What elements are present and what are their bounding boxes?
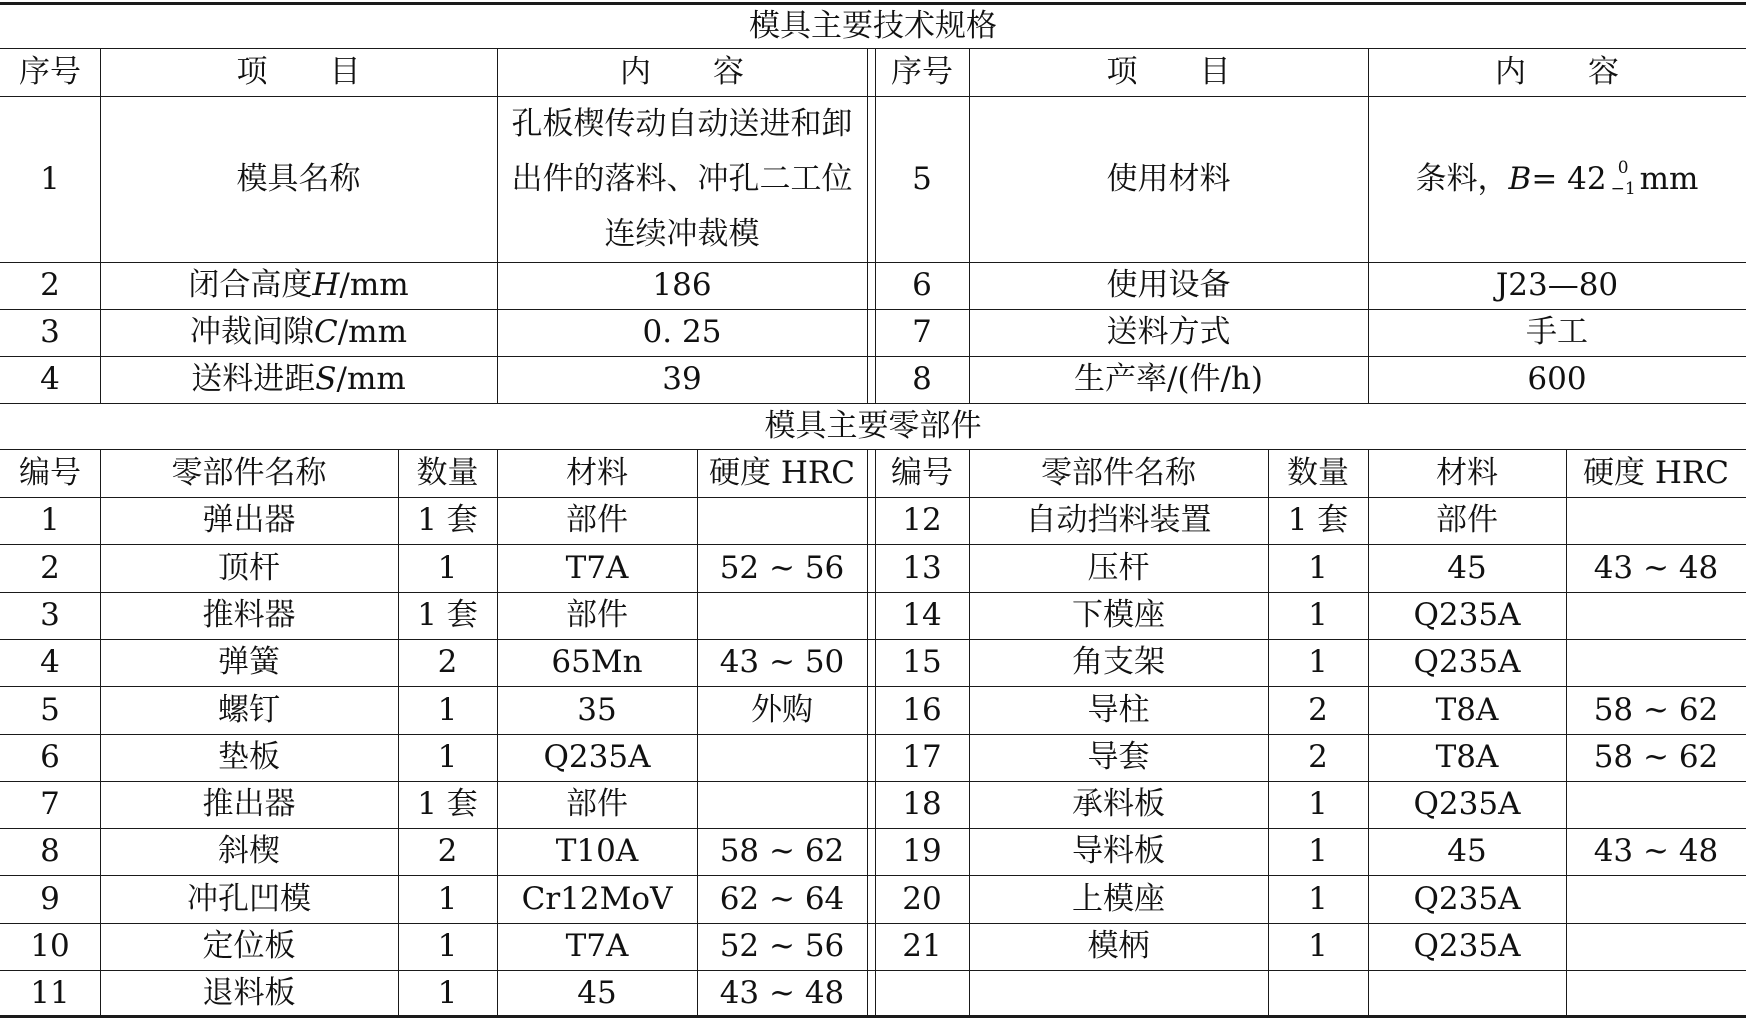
part-material: Q235A [1413,597,1521,633]
spec-content: 39 [662,361,702,397]
parts-header-material-left: 材料 [566,454,628,491]
spec-header-item-right: 项 目 [1106,53,1231,90]
part-material: Q235A [1413,880,1521,917]
part-material: 部件 [1436,502,1498,538]
parts-header-hardness-left: 硬度 HRC [709,454,855,491]
part-name: 斜楔 [218,833,280,869]
parts-header-name-right: 零部件名称 [1041,454,1196,491]
spec-header-item-left: 项 目 [236,53,361,90]
part-no: 2 [40,549,60,586]
part-hardness [1566,639,1746,686]
part-hardness [1566,875,1746,923]
part-qty: 1 [437,928,458,964]
part-material: 部件 [566,502,628,538]
parts-header-material-right: 材料 [1436,454,1498,491]
part-hardness: 43 ~ 48 [719,975,845,1011]
tolerance [1611,158,1636,200]
part-name: 导套 [1087,739,1150,775]
spec-item-unit: /mm [337,314,407,350]
part-material: 部件 [566,597,628,633]
part-hardness [697,592,867,639]
part-no: 19 [902,833,942,869]
part-no: 3 [40,597,60,633]
part-name: 模柄 [1087,928,1150,964]
spec-column-rule [497,48,498,403]
part-no: 6 [40,739,60,775]
part-material: T8A [1435,739,1499,775]
spec-header-content-right: 内 容 [1495,53,1619,90]
part-qty: 1 [1308,644,1328,680]
part-qty: 2 [437,644,458,680]
part-hardness: 58 ~ 62 [719,833,845,869]
part-no: 5 [40,691,60,728]
parts-column-rule [867,449,868,1017]
part-name: 下模座 [1072,597,1165,633]
part-material: Q235A [1413,786,1521,822]
part-hardness: 58 ~ 62 [1593,739,1719,775]
spec-item-unit: /mm [339,267,409,303]
part-material: 65Mn [551,644,643,680]
spec-number: 2 [40,267,60,303]
part-hardness: 43 ~ 48 [1593,549,1719,586]
tolerance-upper: 0 [1617,158,1629,178]
part-material: T8A [1435,691,1499,728]
spec-number: 4 [40,361,60,397]
part-hardness [1566,592,1746,639]
part-no: 20 [902,880,942,917]
part-material: Cr12MoV [521,880,673,917]
spec-number: 1 [40,160,60,197]
part-hardness: 58 ~ 62 [1593,691,1719,728]
part-qty: 1 [437,739,458,775]
parts-header-name-left: 零部件名称 [171,454,327,491]
spec-item-symbol: H [312,267,340,303]
spec-item-unit: /mm [336,361,406,397]
part-qty: 1 套 [417,597,478,633]
part-name: 推料器 [202,597,296,633]
spec-content: 孔板楔传动自动送进和卸出件的落料、冲孔二工位连续冲裁模 [511,105,853,252]
spec-header-no-right: 序号 [891,53,953,90]
part-material: 45 [577,975,617,1011]
parts-title: 模具主要零部件 [764,407,982,444]
part-name: 自动挡料装置 [1025,502,1212,538]
part-hardness: 52 ~ 56 [719,549,845,586]
tolerance-lower: −1 [1610,179,1636,199]
part-material: 45 [1447,833,1487,869]
spec-number: 5 [912,160,932,197]
part-no: 7 [40,786,60,822]
part-material: Q235A [1413,644,1521,680]
part-no: 13 [902,549,942,586]
part-no: 12 [902,502,942,538]
part-no: 18 [902,786,942,822]
parts-header-qty-left: 数量 [416,454,479,491]
part-material: 部件 [566,786,628,822]
part-no: 10 [30,928,70,964]
spec-content-text: 条料， [1415,160,1509,197]
spec-number: 8 [912,361,932,397]
part-material: T7A [565,549,629,586]
part-hardness [1566,970,1746,1017]
spec-number: 6 [912,267,932,303]
part-no: 9 [40,880,60,917]
parts-header-hardness-right: 硬度 HRC [1583,454,1729,491]
spec-item: 送料方式 [1106,314,1231,350]
spec-content: 600 [1527,361,1587,397]
part-no: 21 [902,928,942,964]
spec-item: 生产率/(件/h) [1073,361,1264,397]
spec-content: 0. 25 [642,314,722,350]
spec-item [100,262,497,309]
spec-content-value: = 42 [1531,160,1607,197]
part-name: 上模座 [1072,880,1165,917]
part-name: 螺钉 [218,691,280,728]
part-name: 承料板 [1072,786,1165,822]
part-qty: 1 [1308,928,1328,964]
spec-item [100,356,497,403]
part-qty: 1 [437,549,458,586]
spec-content-symbol: B [1508,160,1532,197]
part-material: T10A [555,833,639,869]
part-qty: 2 [1308,691,1328,728]
part-material: 45 [1447,549,1487,586]
spec-item: 模具名称 [236,160,361,197]
spec-column-rule [867,48,868,403]
part-no [875,970,969,1017]
part-hardness [697,497,867,544]
spec-item: 使用材料 [1106,160,1231,197]
part-no: 4 [40,644,60,680]
part-qty: 1 [1308,786,1328,822]
spec-number: 7 [912,314,932,350]
part-qty: 1 [437,880,458,917]
part-name: 推出器 [202,786,296,822]
spec-content: 186 [652,267,712,303]
part-material: 35 [577,691,617,728]
spec-content: J23—80 [1495,267,1619,303]
part-hardness [1566,497,1746,544]
parts-header-no-right: 编号 [891,454,953,491]
part-hardness [697,734,867,781]
part-no: 14 [902,597,942,633]
spec-content: 手工 [1526,314,1588,350]
part-qty [1268,970,1368,1017]
part-name: 角支架 [1072,644,1165,680]
part-qty: 2 [1308,739,1328,775]
part-qty: 2 [437,833,458,869]
part-no: 1 [40,502,60,538]
spec-item-symbol: C [314,314,338,350]
part-name: 导柱 [1087,691,1150,728]
spec-item: 使用设备 [1106,267,1231,303]
part-qty: 1 套 [1287,502,1349,538]
part-no: 15 [902,644,942,680]
part-no: 11 [30,975,70,1011]
spec-content [1368,96,1746,262]
parts-header-qty-right: 数量 [1287,454,1349,491]
part-no: 16 [902,691,942,728]
part-name: 冲孔凹模 [187,880,311,917]
part-hardness: 62 ~ 64 [719,880,845,917]
part-name [969,970,1268,1017]
part-hardness: 外购 [751,691,813,728]
part-hardness [1566,923,1746,970]
part-qty: 1 [1308,597,1328,633]
spec-header-content-left: 内 容 [620,53,744,90]
part-hardness: 43 ~ 48 [1593,833,1719,869]
part-qty: 1 [1308,833,1328,869]
part-qty: 1 套 [417,786,478,822]
part-qty: 1 [437,691,458,728]
spec-header-no-left: 序号 [19,53,81,90]
part-material: Q235A [543,739,651,775]
part-name: 定位板 [202,928,296,964]
spec-item-text: 闭合高度 [188,267,313,303]
part-hardness [1566,781,1746,828]
spec-content-unit: mm [1639,160,1699,197]
part-qty: 1 [1308,880,1328,917]
part-name: 垫板 [218,739,280,775]
part-name: 压杆 [1087,549,1150,586]
parts-header-no-left: 编号 [19,454,81,491]
part-material: T7A [565,928,629,964]
part-qty: 1 [1308,549,1328,586]
spec-item-symbol: S [315,361,337,397]
part-name: 导料板 [1072,833,1165,869]
part-hardness [697,781,867,828]
part-name: 退料板 [202,975,296,1011]
spec-item [100,309,497,356]
part-name: 弹簧 [218,644,280,680]
spec-title: 模具主要技术规格 [749,8,997,44]
part-name: 弹出器 [202,502,296,538]
spec-item-text: 送料进距 [191,361,316,397]
spec-number: 3 [40,314,60,350]
part-hardness: 52 ~ 56 [719,928,845,964]
part-qty: 1 套 [417,502,478,538]
part-material [1368,970,1566,1017]
part-no: 17 [902,739,942,775]
spec-item-text: 冲裁间隙 [190,314,314,350]
part-qty: 1 [437,975,458,1011]
part-material: Q235A [1413,928,1521,964]
part-name: 顶杆 [218,549,280,586]
part-hardness: 43 ~ 50 [719,644,845,680]
part-no: 8 [40,833,60,869]
